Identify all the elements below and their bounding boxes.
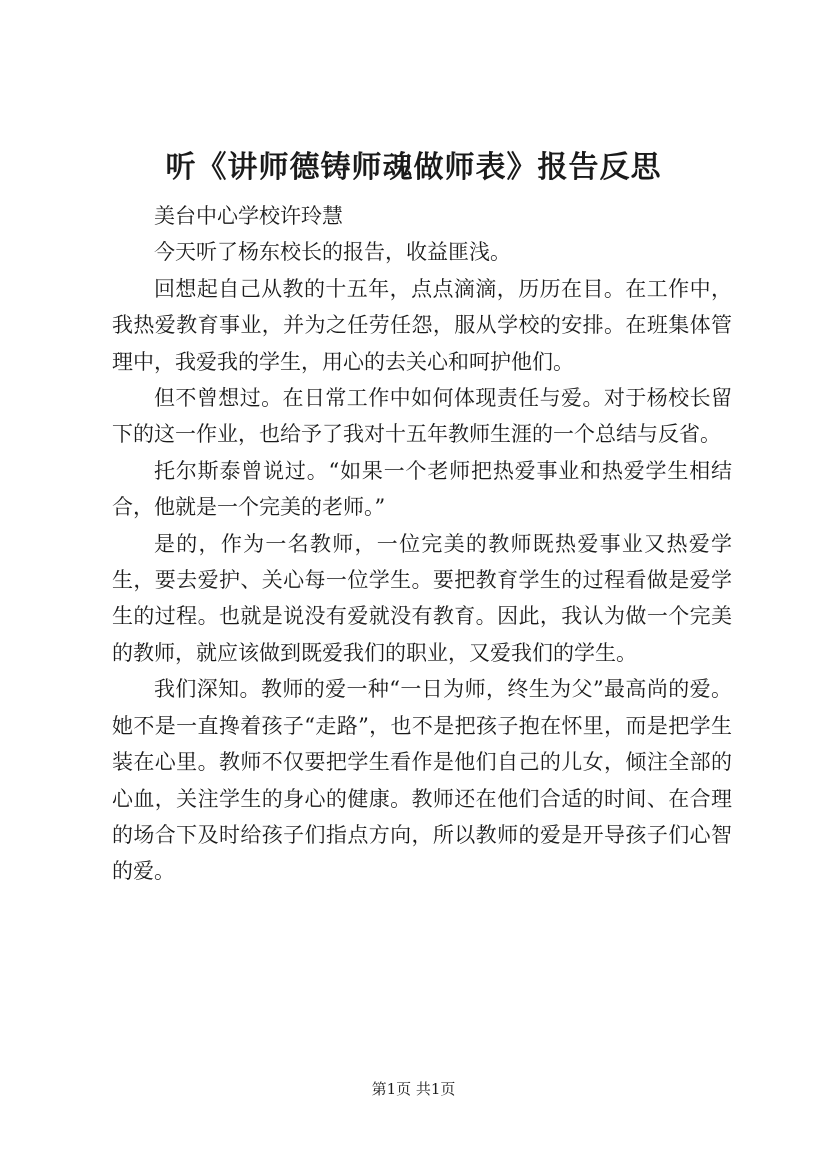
paragraph: 回想起自己从教的十五年，点点滴滴，历历在目。在工作中，我热爱教育事业，并为之任劳任怨，服从学校的安排。在班集体管理中，我爱我的学生，用心的去关心和呵护他们。 bbox=[112, 276, 732, 374]
paragraph: 是的，作为一名教师，一位完美的教师既热爱事业又热爱学生，要去爱护、关心每一位学生。要把教育学生的过程看做是爱学生的过程。也就是说没有爱就没有教育。因此，我认为做一个完美的教师，就应该做到既爱我们的职业，又爱我们的学生。 bbox=[112, 531, 732, 665]
paragraph: 但不曾想过。在日常工作中如何体现责任与爱。对于杨校长留下的这一作业，也给予了我对十五年教师生涯的一个总结与反省。 bbox=[112, 386, 732, 447]
document-body bbox=[112, 198, 732, 890]
paragraph: 我们深知。教师的爱一种“一日为师，终生为父”最高尚的爱。她不是一直搀着孩子“走路”，也不是把孩子抱在怀里，而是把学生装在心里。教师不仅要把学生看作是他们自己的儿女，倾注全部的心血，关注学生的身心的健康。教师还在他们合适的时间、在合理的场合下及时给孩子们指点方向，所以教师的爱是开导孩子们心智的爱。 bbox=[112, 677, 732, 884]
page-number-footer: 第1页 共1页 bbox=[371, 1080, 456, 1098]
author-line: 美台中心学校许玲慧 bbox=[154, 204, 343, 228]
document-title: 听《讲师德铸师魂做师表》报告反思 bbox=[165, 150, 662, 185]
paragraph: 今天听了杨东校长的报告，收益匪浅。 bbox=[154, 240, 511, 265]
paragraph: 托尔斯泰曾说过。“如果一个老师把热爱事业和热爱学生相结合，他就是一个完美的老师。” bbox=[112, 458, 732, 520]
